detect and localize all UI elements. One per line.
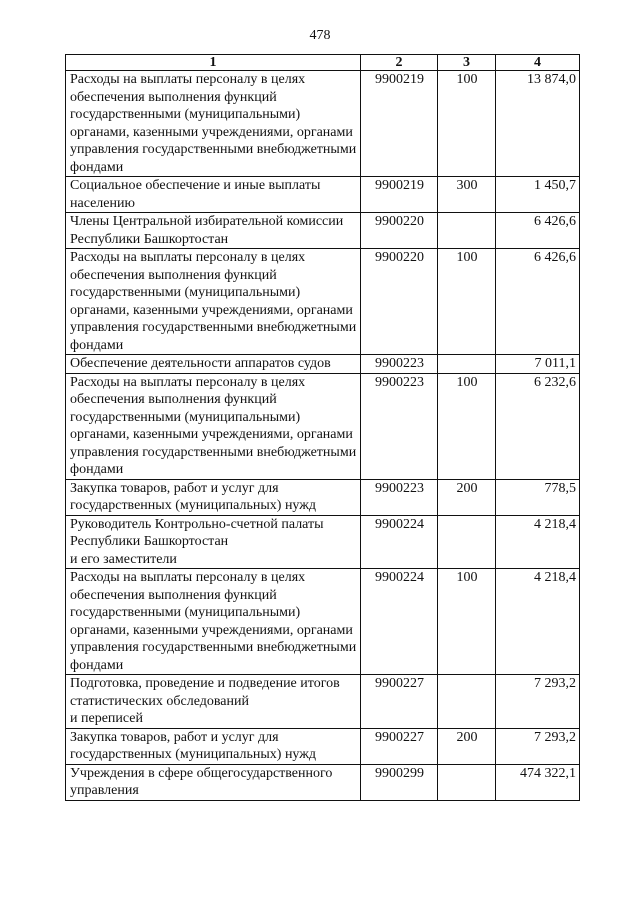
expense-type-code: 200 (438, 728, 496, 764)
expense-type-code: 100 (438, 249, 496, 355)
expense-name: Руководитель Контрольно-счетной палаты Республики Башкортостан и его заместители (66, 515, 361, 569)
table-row (66, 71, 580, 177)
expense-name: Члены Центральной избирательной комиссии Республики Башкортостан (66, 213, 361, 249)
column-header: 4 (496, 55, 580, 71)
amount: 474 322,1 (496, 764, 580, 800)
target-code: 9900224 (361, 569, 438, 675)
column-header: 2 (361, 55, 438, 71)
expense-name: Закупка товаров, работ и услуг для государственных (муниципальных) нужд (66, 728, 361, 764)
amount: 4 218,4 (496, 569, 580, 675)
expense-name: Расходы на выплаты персоналу в целях обеспечения выполнения функций государственными (муниципальными) органами, казенными учреждениями, органами управления государственными внебюджетными фондами (66, 249, 361, 355)
amount: 7 293,2 (496, 675, 580, 729)
expense-name: Закупка товаров, работ и услуг для государственных (муниципальных) нужд (66, 479, 361, 515)
table-row (66, 249, 580, 355)
table-row (66, 355, 580, 374)
expense-name: Учреждения в сфере общегосударственного управления (66, 764, 361, 800)
table-row (66, 675, 580, 729)
table-row (66, 728, 580, 764)
expense-name: Расходы на выплаты персоналу в целях обеспечения выполнения функций государственными (муниципальными) органами, казенными учреждениями, органами управления государственными внебюджетными фондами (66, 569, 361, 675)
target-code: 9900223 (361, 373, 438, 479)
expense-name: Обеспечение деятельности аппаратов судов (66, 355, 361, 374)
target-code: 9900223 (361, 355, 438, 374)
budget-table (65, 54, 580, 801)
expense-name: Социальное обеспечение и иные выплаты населению (66, 177, 361, 213)
table-row (66, 764, 580, 800)
target-code: 9900227 (361, 728, 438, 764)
amount: 13 874,0 (496, 71, 580, 177)
expense-name: Расходы на выплаты персоналу в целях обеспечения выполнения функций государственными (муниципальными) органами, казенными учреждениями, органами управления государственными внебюджетными фондами (66, 71, 361, 177)
amount: 6 232,6 (496, 373, 580, 479)
column-header: 1 (66, 55, 361, 71)
table-row (66, 479, 580, 515)
amount: 6 426,6 (496, 213, 580, 249)
expense-type-code: 100 (438, 71, 496, 177)
expense-name: Подготовка, проведение и подведение итогов статистических обследований и переписей (66, 675, 361, 729)
target-code: 9900220 (361, 249, 438, 355)
amount: 1 450,7 (496, 177, 580, 213)
expense-type-code (438, 213, 496, 249)
table-header (66, 55, 580, 71)
target-code: 9900219 (361, 71, 438, 177)
expense-type-code (438, 515, 496, 569)
table-row (66, 569, 580, 675)
amount: 778,5 (496, 479, 580, 515)
target-code: 9900219 (361, 177, 438, 213)
target-code: 9900220 (361, 213, 438, 249)
header-row (66, 55, 580, 71)
table-row (66, 373, 580, 479)
expense-type-code: 100 (438, 569, 496, 675)
table-row (66, 213, 580, 249)
page-number: 478 (309, 28, 331, 43)
target-code: 9900299 (361, 764, 438, 800)
expense-type-code (438, 675, 496, 729)
expense-type-code (438, 764, 496, 800)
amount: 4 218,4 (496, 515, 580, 569)
target-code: 9900223 (361, 479, 438, 515)
amount: 6 426,6 (496, 249, 580, 355)
expense-type-code: 100 (438, 373, 496, 479)
table-body (66, 71, 580, 801)
expense-type-code (438, 355, 496, 374)
amount: 7 011,1 (496, 355, 580, 374)
table-row (66, 177, 580, 213)
column-header: 3 (438, 55, 496, 71)
expense-type-code: 300 (438, 177, 496, 213)
amount: 7 293,2 (496, 728, 580, 764)
expense-name: Расходы на выплаты персоналу в целях обеспечения выполнения функций государственными (муниципальными) органами, казенными учреждениями, органами управления государственными внебюджетными фондами (66, 373, 361, 479)
expense-type-code: 200 (438, 479, 496, 515)
table-row (66, 515, 580, 569)
target-code: 9900224 (361, 515, 438, 569)
target-code: 9900227 (361, 675, 438, 729)
